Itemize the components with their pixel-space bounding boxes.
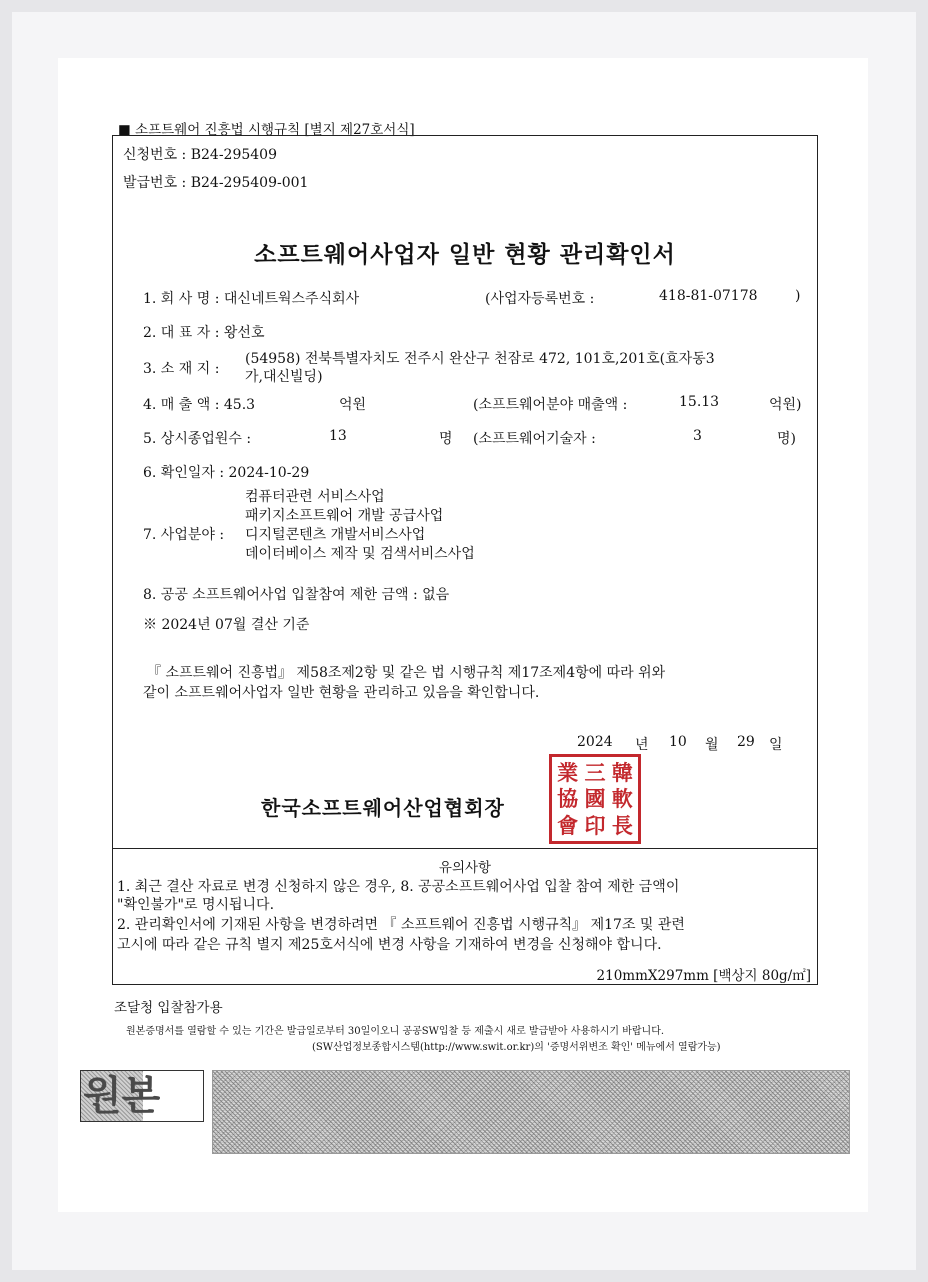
sw-tech-label: (소프트웨어기술자 : bbox=[473, 431, 596, 447]
seal-char: 韓 bbox=[611, 759, 633, 785]
biz-field-item: 패키지소프트웨어 개발 공급사업 bbox=[245, 508, 444, 524]
biz-field-item: 데이터베이스 제작 및 검색서비스사업 bbox=[245, 546, 475, 562]
employees-unit: 명 bbox=[439, 431, 453, 447]
employees-value: 13 bbox=[329, 428, 347, 444]
address-line-2: 가,대신빌딩) bbox=[245, 369, 323, 385]
sw-sales-value: 15.13 bbox=[679, 394, 720, 410]
address-line-1: (54958) 전북특별자치도 전주시 완산구 천잠로 472, 101호,201호(효자동3 bbox=[245, 351, 715, 367]
sw-tech-value: 3 bbox=[693, 428, 702, 444]
note-line-3: 2. 관리확인서에 기재된 사항을 변경하려면 『 소프트웨어 진흥법 시행규칙』 제17조 및 관련 bbox=[117, 917, 685, 933]
certificate-box bbox=[112, 135, 818, 985]
notes-title: 유의사항 bbox=[438, 860, 492, 876]
form-label: ■ 소프트웨어 진흥법 시행규칙 [별지 제27호서식] bbox=[118, 122, 415, 138]
original-stamp bbox=[80, 1070, 204, 1122]
sales-unit: 억원 bbox=[339, 397, 367, 413]
sw-tech-unit: 명) bbox=[777, 431, 796, 447]
statement-line-1: 『 소프트웨어 진흥법』 제58조제2항 및 같은 법 시행규칙 제17조제4항에 따라 위와 bbox=[147, 665, 666, 681]
seal-char: 印 bbox=[584, 813, 606, 839]
confirm-date: 6. 확인일자 : 2024-10-29 bbox=[143, 465, 310, 481]
biz-field-item: 디지털콘텐츠 개발서비스사업 bbox=[245, 527, 426, 543]
note-line-1: 1. 최근 결산 자료로 변경 신청하지 않은 경우, 8. 공공소프트웨어사업 입찰 참여 제한 금액이 bbox=[117, 879, 680, 895]
date-month-unit: 월 bbox=[705, 737, 719, 753]
date-day: 29 bbox=[737, 734, 755, 750]
original-stamp-text: 원본 bbox=[83, 1072, 161, 1119]
issue-number: 발급번호 : B24-295409-001 bbox=[123, 175, 309, 191]
document-title: 소프트웨어사업자 일반 현황 관리확인서 bbox=[254, 241, 676, 268]
statement-line-2: 같이 소프트웨어사업자 일반 현황을 관리하고 있음을 확인합니다. bbox=[143, 685, 540, 701]
sales-amount: 4. 매 출 액 : 45.3 bbox=[143, 397, 256, 413]
date-month: 10 bbox=[669, 734, 687, 750]
seal-char: 協 bbox=[557, 786, 579, 812]
seal-char: 三 bbox=[584, 759, 606, 785]
biz-reg-number: 418-81-07178 bbox=[659, 288, 758, 304]
seal-char: 長 bbox=[611, 813, 633, 839]
seal-char: 軟 bbox=[611, 786, 633, 812]
seal-char: 國 bbox=[584, 786, 606, 812]
verify-notice-2: (SW산업정보종합시스템(http://www.swit.or.kr)의 '증명서위변조 확인' 메뉴에서 열람가능) bbox=[312, 1042, 721, 1053]
paper-spec: 210mmX297mm [백상지 80g/㎡] bbox=[596, 968, 811, 984]
seal-char: 會 bbox=[557, 813, 579, 839]
note-line-4: 고시에 따라 같은 규칙 별지 제25호서식에 변경 사항을 기재하여 변경을 신청해야 합니다. bbox=[117, 937, 662, 953]
biz-field-item: 컴퓨터관련 서비스사업 bbox=[245, 489, 385, 505]
representative: 2. 대 표 자 : 왕선호 bbox=[143, 325, 265, 341]
settlement-note: ※ 2024년 07월 결산 기준 bbox=[143, 617, 310, 633]
issuer-name: 한국소프트웨어산업협회장 bbox=[261, 796, 505, 820]
note-line-2: "확인불가"로 명시됩니다. bbox=[117, 897, 275, 913]
biz-reg-close: ) bbox=[795, 288, 801, 304]
purpose-label: 조달청 입찰참가용 bbox=[114, 1000, 223, 1016]
biz-fields-label: 7. 사업분야 : bbox=[143, 527, 225, 543]
company-name: 1. 회 사 명 : 대신네트웍스주식회사 bbox=[143, 291, 360, 307]
date-year-unit: 년 bbox=[635, 737, 649, 753]
official-seal bbox=[549, 754, 641, 844]
verify-notice-1: 원본증명서를 열람할 수 있는 기간은 발급일로부터 30일이오니 공공SW입찰 등 제출시 새로 발급받아 사용하시기 바랍니다. bbox=[126, 1026, 665, 1037]
sw-sales-label: (소프트웨어분야 매출액 : bbox=[473, 397, 628, 413]
sw-sales-unit: 억원) bbox=[769, 397, 802, 413]
notes-divider bbox=[113, 848, 817, 849]
bid-limit: 8. 공공 소프트웨어사업 입찰참여 제한 금액 : 없음 bbox=[143, 587, 450, 603]
application-number: 신청번호 : B24-295409 bbox=[123, 147, 277, 163]
employees-label: 5. 상시종업원수 : bbox=[143, 431, 252, 447]
biz-reg-label: (사업자등록번호 : bbox=[485, 291, 595, 307]
security-pattern bbox=[212, 1070, 850, 1154]
date-year: 2024 bbox=[577, 734, 613, 750]
address-label: 3. 소 재 지 : bbox=[143, 361, 220, 377]
seal-char: 業 bbox=[557, 759, 579, 785]
date-day-unit: 일 bbox=[769, 737, 783, 753]
